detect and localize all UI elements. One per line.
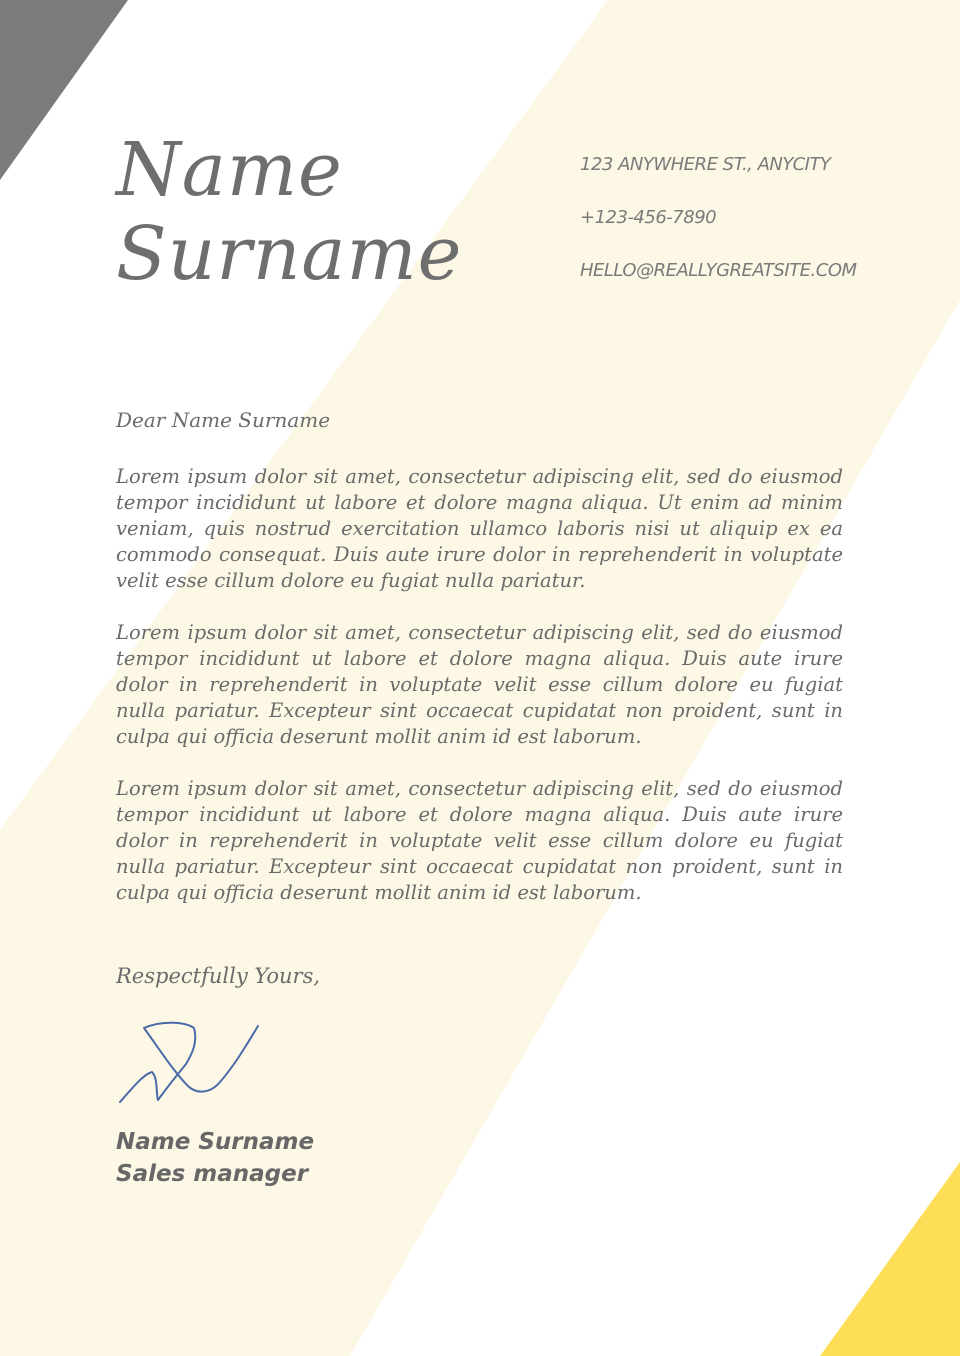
contact-email: HELLO@REALLYGREATSITE.COM [580, 260, 857, 281]
contact-block [580, 150, 910, 309]
letter-body [116, 464, 843, 932]
yellow-corner-triangle [820, 1162, 960, 1356]
closing-line: Respectfully Yours, [116, 964, 321, 988]
signer-title: Sales manager [116, 1161, 309, 1187]
body-paragraph: Lorem ipsum dolor sit amet, consectetur adipiscing elit, sed do eiusmod tempor incididunt ut labore et dolore magna aliqua. Duis aute irure dolor in reprehenderit in voluptate velit esse cillum dolore eu fugiat nulla pariatur. Excepteur sint occaecat cupidatat non proident, sunt in culpa qui officia deserunt mollit anim id est laborum. [116, 777, 843, 904]
body-paragraph: Lorem ipsum dolor sit amet, consectetur adipiscing elit, sed do eiusmod tempor incididunt ut labore et dolore magna aliqua. Ut enim ad minim veniam, quis nostrud exercitation ullamco laboris nisi ut aliquip ex ea commodo consequat. Duis aute irure dolor in reprehenderit in voluptate velit esse cillum dolore eu fugiat nulla pariatur. [116, 465, 843, 592]
signer-name: Name Surname [116, 1129, 315, 1155]
handwritten-signature [116, 1016, 276, 1116]
signer-block [116, 1126, 314, 1190]
header-name [116, 128, 462, 296]
header-last-name: Surname [116, 211, 463, 297]
salutation: Dear Name Surname [116, 408, 331, 432]
header-first-name: Name [116, 127, 343, 213]
contact-address: 123 ANYWHERE ST., ANYCITY [580, 154, 831, 175]
contact-phone: +123-456-7890 [580, 207, 717, 228]
body-paragraph: Lorem ipsum dolor sit amet, consectetur adipiscing elit, sed do eiusmod tempor incididunt ut labore et dolore magna aliqua. Duis aute irure dolor in reprehenderit in voluptate velit esse cillum dolore eu fugiat nulla pariatur. Excepteur sint occaecat cupidatat non proident, sunt in culpa qui officia deserunt mollit anim id est laborum. [116, 621, 843, 748]
gray-corner-triangle [0, 0, 128, 180]
